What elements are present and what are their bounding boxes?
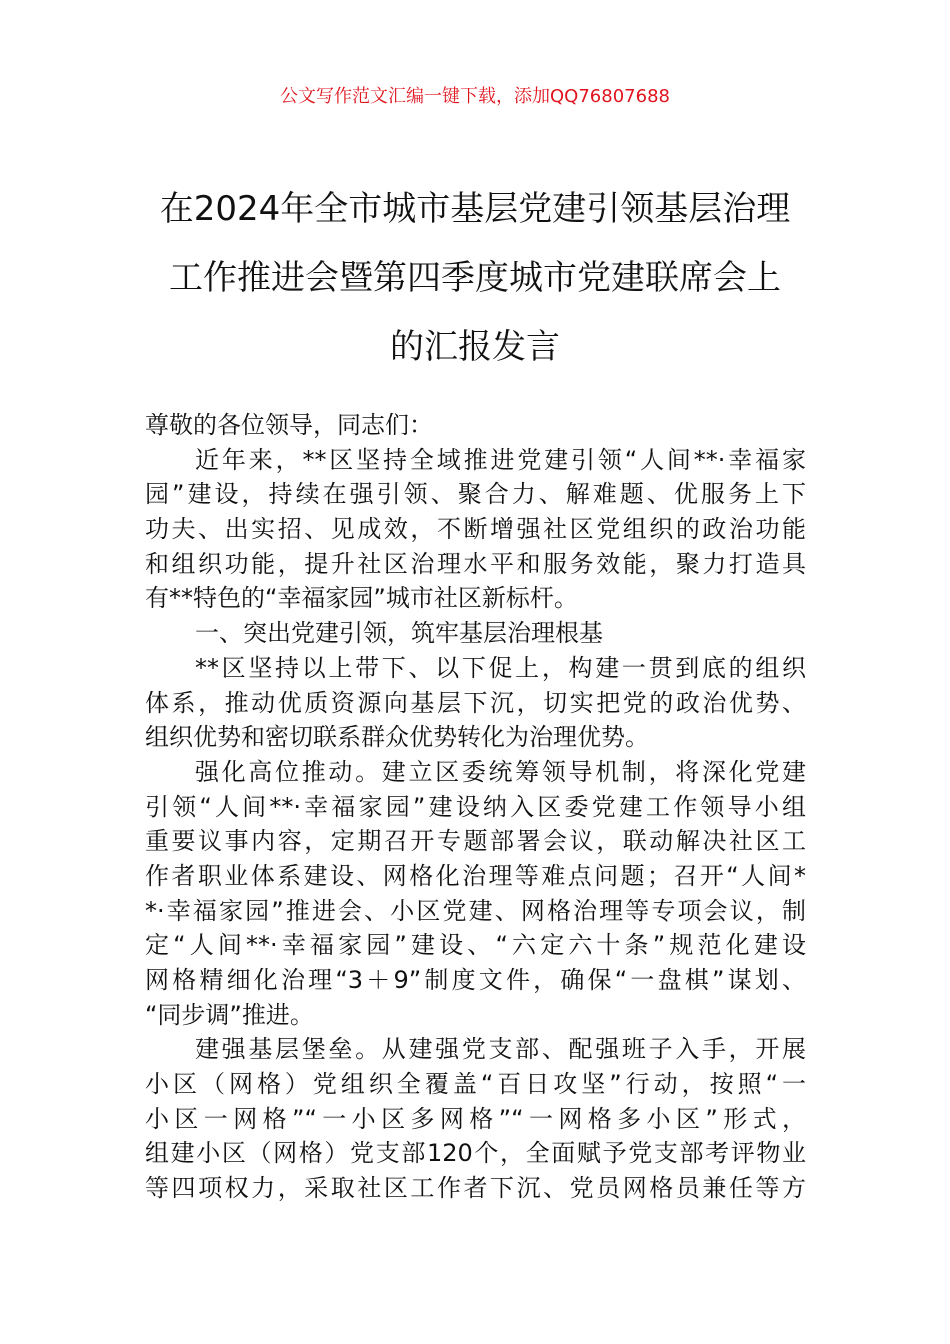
body-line: 重要议事内容，定期召开专题部署会议，联动解决社区工 (145, 827, 806, 856)
document-body (145, 408, 806, 1206)
body-line: 组织优势和密切联系群众优势转化为治理优势。 (145, 723, 649, 752)
title-line: 的汇报发言 (390, 327, 560, 367)
body-line: 网格精细化治理“3＋9”制度文件，确保“一盘棋”谋划、 (145, 966, 806, 994)
body-line: 引领“人间**·幸福家园”建设纳入区委党建工作领导小组 (145, 792, 806, 821)
body-line: 近年来，**区坚持全域推进党建引领“人间**·幸福家 (195, 445, 806, 474)
promo-header: 公文写作范文汇编一键下载，添加QQ76807688 (280, 86, 670, 107)
body-line: 园”建设，持续在强引领、聚合力、解难题、优服务上下 (145, 480, 806, 509)
section-heading: 一、突出党建引领，筑牢基层治理根基 (195, 619, 603, 648)
body-line: *·幸福家园”推进会、小区党建、网格治理等专项会议，制 (145, 896, 806, 925)
document-title (130, 175, 820, 382)
body-line: 功夫、出实招、见成效，不断增强社区党组织的政治功能 (145, 515, 806, 544)
body-line: 定“人间**·幸福家园”建设、“六定六十条”规范化建设 (145, 931, 806, 960)
body-line: 体系，推动优质资源向基层下沉，切实把党的政治优势、 (145, 688, 806, 717)
body-line: 有**特色的“幸福家园”城市社区新标杆。 (145, 584, 578, 613)
body-line: 强化高位推动。建立区委统筹领导机制，将深化党建 (195, 757, 806, 786)
body-line: **区坚持以上带下、以下促上，构建一贯到底的组织 (195, 653, 806, 682)
body-line: 小区一网格”“一小区多网格”“一网格多小区”形式， (145, 1104, 806, 1133)
salutation: 尊敬的各位领导，同志们： (145, 411, 433, 439)
body-line: 等四项权力，采取社区工作者下沉、党员网格员兼任等方 (145, 1174, 806, 1203)
body-line: 建强基层堡垒。从建强党支部、配强班子入手，开展 (195, 1035, 806, 1064)
body-line: 组建小区（网格）党支部120个，全面赋予党支部考评物业 (145, 1139, 806, 1168)
body-line: 小区（网格）党组织全覆盖“百日攻坚”行动，按照“一 (145, 1070, 806, 1099)
title-line: 工作推进会暨第四季度城市党建联席会上 (169, 258, 781, 298)
body-line: 和组织功能，提升社区治理水平和服务效能，聚力打造具 (145, 549, 806, 578)
body-line: 作者职业体系建设、网格化治理等难点问题；召开“人间* (145, 861, 806, 890)
body-line: “同步调”推进。 (145, 1000, 314, 1029)
title-line: 在2024年全市城市基层党建引领基层治理 (159, 189, 791, 229)
